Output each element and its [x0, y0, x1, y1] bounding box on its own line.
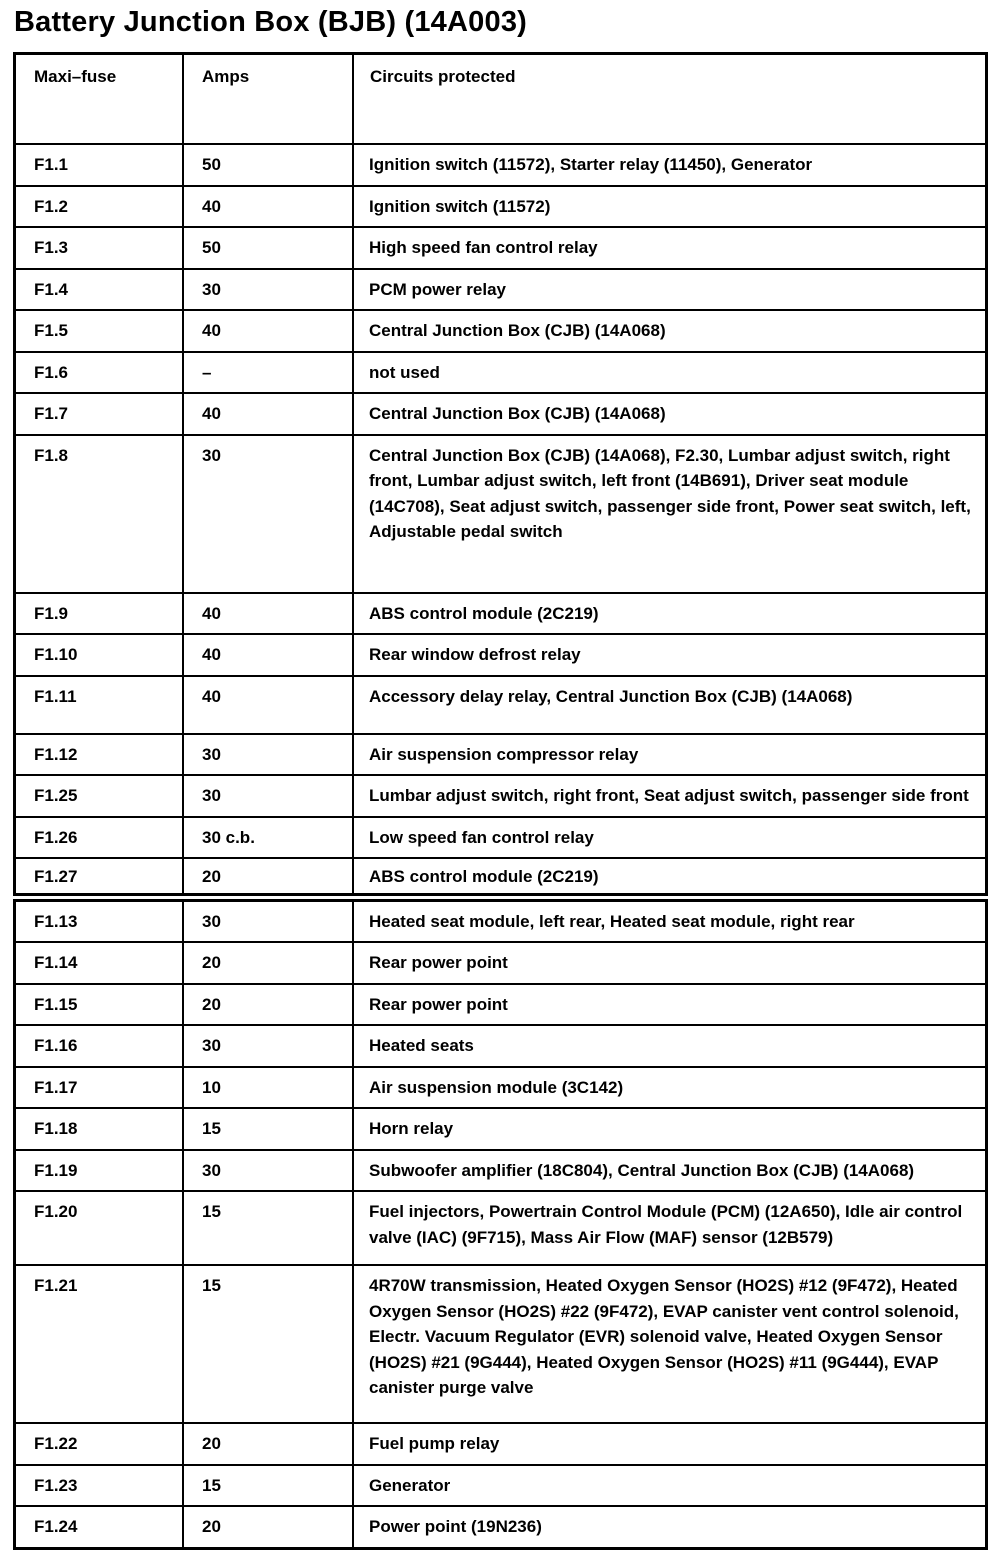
- circuits-cell: ABS control module (2C219): [353, 858, 987, 894]
- table-row: [15, 593, 987, 635]
- fuse-cell: F1.24: [15, 1506, 184, 1548]
- table-row: [15, 817, 987, 859]
- circuits-cell: Ignition switch (11572), Starter relay (11450), Generator: [353, 144, 987, 186]
- fuse-cell: F1.23: [15, 1465, 184, 1507]
- fuse-cell: F1.14: [15, 942, 184, 984]
- amps-cell: 40: [183, 634, 353, 676]
- header-maxi-fuse: Maxi–fuse: [15, 54, 184, 145]
- fuse-cell: F1.12: [15, 734, 184, 776]
- fuse-cell: F1.20: [15, 1191, 184, 1265]
- fuse-cell: F1.9: [15, 593, 184, 635]
- amps-cell: 50: [183, 227, 353, 269]
- fuse-cell: F1.2: [15, 186, 184, 228]
- fuse-cell: F1.26: [15, 817, 184, 859]
- table-row: [15, 310, 987, 352]
- table-row: [15, 634, 987, 676]
- circuits-cell: ABS control module (2C219): [353, 593, 987, 635]
- table-row: [15, 676, 987, 734]
- table-row: [15, 734, 987, 776]
- table-row: [15, 352, 987, 394]
- circuits-cell: Lumbar adjust switch, right front, Seat adjust switch, passenger side front: [353, 775, 987, 817]
- header-circuits-protected: Circuits protected: [353, 54, 987, 145]
- circuits-cell: Air suspension module (3C142): [353, 1067, 987, 1109]
- table-row: [15, 435, 987, 593]
- circuits-cell: Central Junction Box (CJB) (14A068): [353, 393, 987, 435]
- amps-cell: 30: [183, 1025, 353, 1067]
- amps-cell: 20: [183, 984, 353, 1026]
- circuits-cell: PCM power relay: [353, 269, 987, 311]
- table-row: [15, 1108, 987, 1150]
- circuits-cell: Heated seat module, left rear, Heated seat module, right rear: [353, 900, 987, 942]
- circuits-cell: Central Junction Box (CJB) (14A068): [353, 310, 987, 352]
- amps-cell: 20: [183, 858, 353, 894]
- amps-cell: 40: [183, 186, 353, 228]
- table-row: [15, 393, 987, 435]
- page-title: Battery Junction Box (BJB) (14A003): [14, 6, 527, 38]
- amps-cell: 20: [183, 1506, 353, 1548]
- circuits-cell: Accessory delay relay, Central Junction Box (CJB) (14A068): [353, 676, 987, 734]
- table-row: [15, 900, 987, 942]
- fuse-cell: F1.6: [15, 352, 184, 394]
- circuits-cell: Generator: [353, 1465, 987, 1507]
- fuse-cell: F1.16: [15, 1025, 184, 1067]
- circuits-cell: Rear power point: [353, 942, 987, 984]
- amps-cell: 15: [183, 1465, 353, 1507]
- table-row: [15, 858, 987, 894]
- circuits-cell: Fuel pump relay: [353, 1423, 987, 1465]
- circuits-cell: Rear window defrost relay: [353, 634, 987, 676]
- amps-cell: 50: [183, 144, 353, 186]
- header-row: [15, 54, 987, 145]
- amps-cell: 40: [183, 393, 353, 435]
- circuits-cell: Central Junction Box (CJB) (14A068), F2.30, Lumbar adjust switch, right front, Lumbar adjust switch, left front (14B691), Driver seat module (14C708), Seat adjust switch, passenger side front, Power seat switch, left, Adjustable pedal switch: [353, 435, 987, 593]
- table-row: [15, 269, 987, 311]
- amps-cell: 15: [183, 1108, 353, 1150]
- table-row: [15, 1465, 987, 1507]
- amps-cell: 30: [183, 435, 353, 593]
- fuse-cell: F1.13: [15, 900, 184, 942]
- amps-cell: 30 c.b.: [183, 817, 353, 859]
- circuits-cell: Horn relay: [353, 1108, 987, 1150]
- table-row: [15, 1191, 987, 1265]
- fuse-table-upper: [13, 52, 988, 896]
- fuse-cell: F1.19: [15, 1150, 184, 1192]
- fuse-cell: F1.8: [15, 435, 184, 593]
- table-body-lower: [15, 900, 987, 1548]
- fuse-cell: F1.17: [15, 1067, 184, 1109]
- fuse-cell: F1.3: [15, 227, 184, 269]
- circuits-cell: Rear power point: [353, 984, 987, 1026]
- table-header: [15, 54, 987, 145]
- fuse-cell: F1.10: [15, 634, 184, 676]
- fuse-cell: F1.7: [15, 393, 184, 435]
- table-row: [15, 1067, 987, 1109]
- circuits-cell: Power point (19N236): [353, 1506, 987, 1548]
- fuse-table-lower: [13, 899, 988, 1550]
- table-row: [15, 1150, 987, 1192]
- circuits-cell: High speed fan control relay: [353, 227, 987, 269]
- circuits-cell: Fuel injectors, Powertrain Control Module (PCM) (12A650), Idle air control valve (IAC) (9F715), Mass Air Flow (MAF) sensor (12B579): [353, 1191, 987, 1265]
- table-row: [15, 1423, 987, 1465]
- table-body-upper: [15, 144, 987, 894]
- fuse-cell: F1.5: [15, 310, 184, 352]
- amps-cell: 30: [183, 269, 353, 311]
- amps-cell: –: [183, 352, 353, 394]
- circuits-cell: 4R70W transmission, Heated Oxygen Sensor (HO2S) #12 (9F472), Heated Oxygen Sensor (HO2S) #22 (9F472), EVAP canister vent control solenoid, Electr. Vacuum Regulator (EVR) solenoid valve, Heated Oxygen Sensor (HO2S) #21 (9G444), Heated Oxygen Sensor (HO2S) #11 (9G444), EVAP canister purge valve: [353, 1265, 987, 1423]
- fuse-cell: F1.27: [15, 858, 184, 894]
- amps-cell: 30: [183, 900, 353, 942]
- circuits-cell: not used: [353, 352, 987, 394]
- table-row: [15, 984, 987, 1026]
- fuse-cell: F1.21: [15, 1265, 184, 1423]
- table-row: [15, 775, 987, 817]
- circuits-cell: Low speed fan control relay: [353, 817, 987, 859]
- amps-cell: 15: [183, 1191, 353, 1265]
- table-row: [15, 144, 987, 186]
- amps-cell: 40: [183, 593, 353, 635]
- amps-cell: 30: [183, 775, 353, 817]
- table-row: [15, 1025, 987, 1067]
- amps-cell: 20: [183, 942, 353, 984]
- amps-cell: 40: [183, 676, 353, 734]
- fuse-cell: F1.4: [15, 269, 184, 311]
- fuse-cell: F1.15: [15, 984, 184, 1026]
- fuse-cell: F1.11: [15, 676, 184, 734]
- circuits-cell: Subwoofer amplifier (18C804), Central Junction Box (CJB) (14A068): [353, 1150, 987, 1192]
- amps-cell: 15: [183, 1265, 353, 1423]
- table-row: [15, 186, 987, 228]
- amps-cell: 30: [183, 734, 353, 776]
- table-row: [15, 1506, 987, 1548]
- circuits-cell: Heated seats: [353, 1025, 987, 1067]
- amps-cell: 20: [183, 1423, 353, 1465]
- fuse-cell: F1.25: [15, 775, 184, 817]
- header-amps: Amps: [183, 54, 353, 145]
- amps-cell: 10: [183, 1067, 353, 1109]
- fuse-cell: F1.1: [15, 144, 184, 186]
- circuits-cell: Ignition switch (11572): [353, 186, 987, 228]
- table-row: [15, 227, 987, 269]
- table-row: [15, 942, 987, 984]
- fuse-cell: F1.18: [15, 1108, 184, 1150]
- circuits-cell: Air suspension compressor relay: [353, 734, 987, 776]
- amps-cell: 40: [183, 310, 353, 352]
- fuse-cell: F1.22: [15, 1423, 184, 1465]
- amps-cell: 30: [183, 1150, 353, 1192]
- table-row: [15, 1265, 987, 1423]
